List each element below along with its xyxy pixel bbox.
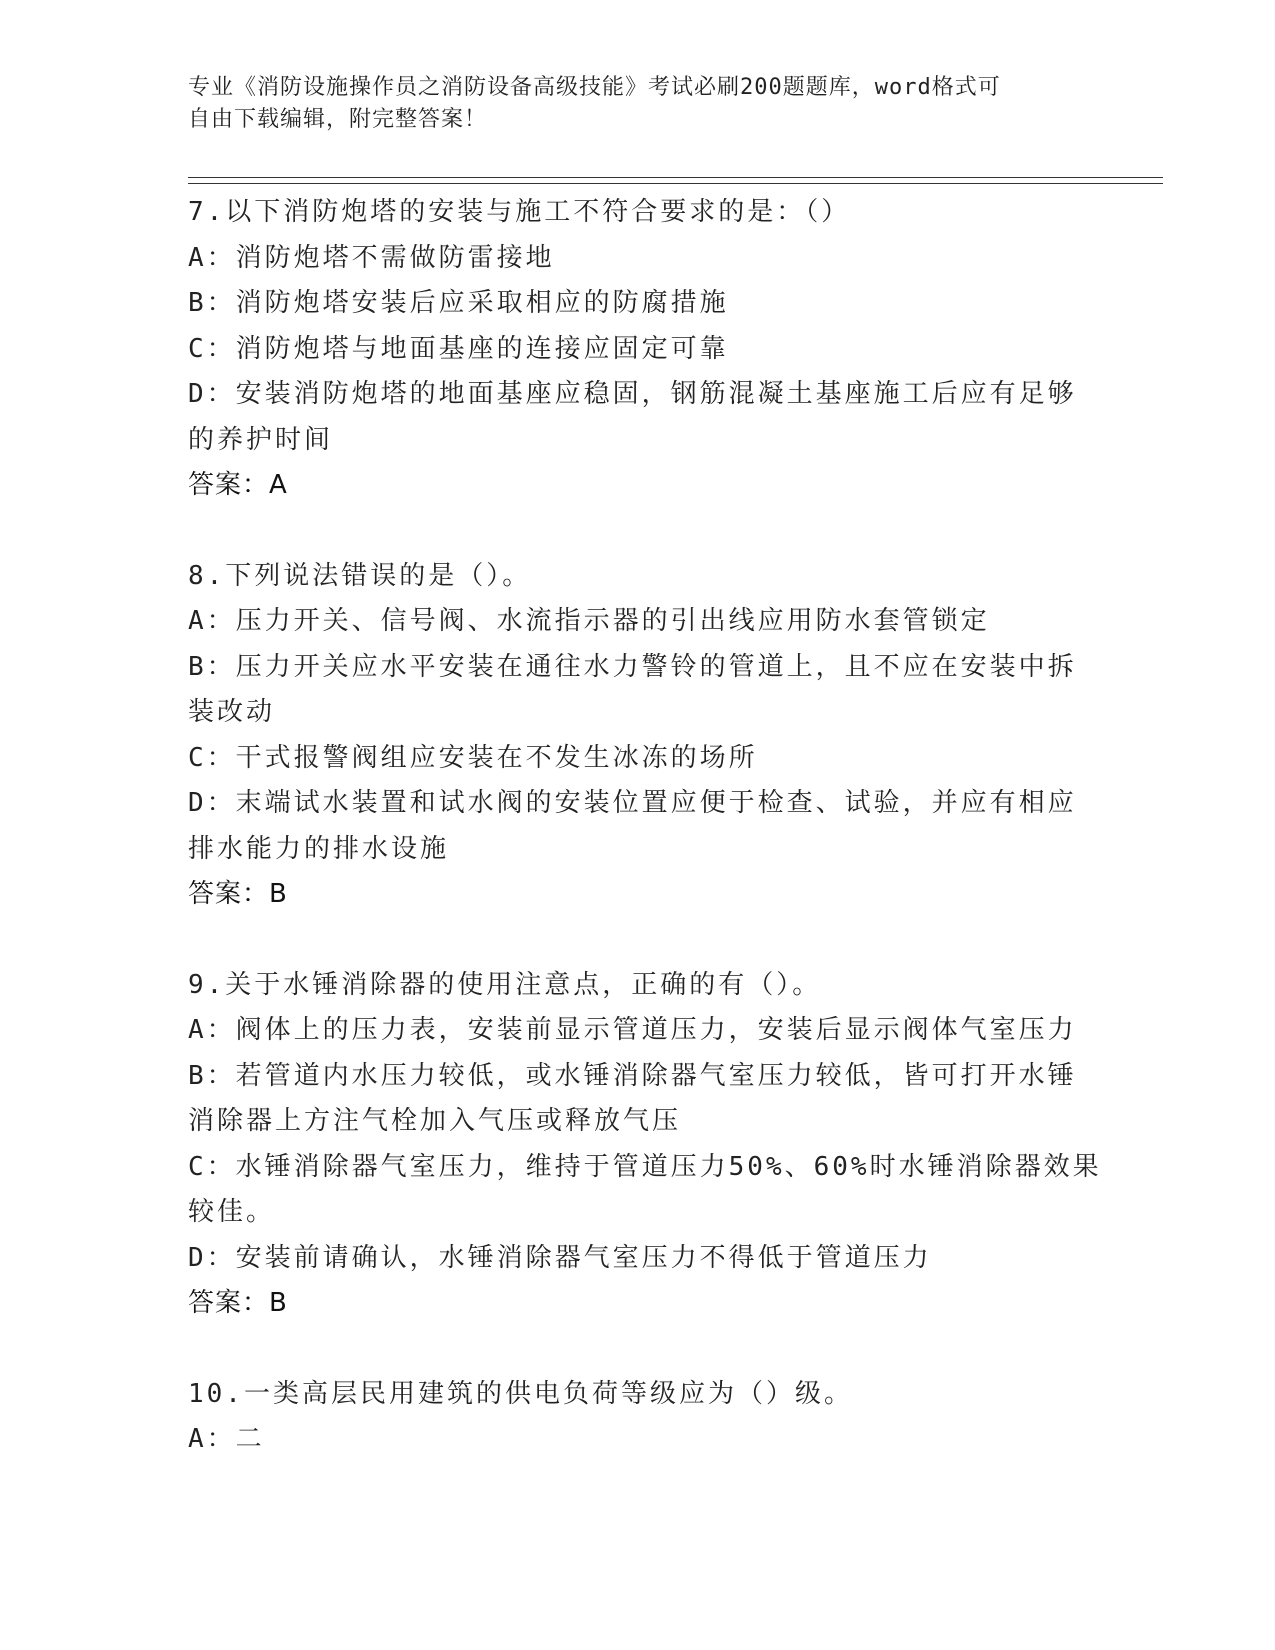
question-8 bbox=[188, 554, 1088, 918]
option-c: C：干式报警阀组应安装在不发生冰冻的场所 bbox=[188, 742, 758, 773]
question-9 bbox=[188, 963, 1102, 1327]
option-a: A：二 bbox=[188, 1424, 265, 1454]
option-d: D：末端试水装置和试水阀的安装位置应便于检查、试验，并应有相应 bbox=[188, 788, 1077, 818]
question-text: 7.以下消防炮塔的安装与施工不符合要求的是：（） bbox=[188, 197, 851, 227]
option-a: A：压力开关、信号阀、水流指示器的引出线应用防水套管锁定 bbox=[188, 606, 990, 636]
option-b-continued: 消除器上方注气栓加入气压或释放气压 bbox=[188, 1106, 682, 1136]
option-b-continued: 装改动 bbox=[188, 697, 276, 727]
question-7 bbox=[188, 190, 1088, 509]
question-10 bbox=[188, 1372, 1088, 1463]
header-divider-top bbox=[188, 177, 1163, 178]
option-b: B：消防炮塔安装后应采取相应的防腐措施 bbox=[188, 288, 729, 318]
option-b: B：压力开关应水平安装在通往水力警铃的管道上，且不应在安装中拆 bbox=[188, 651, 1077, 682]
option-d-continued: 排水能力的排水设施 bbox=[188, 833, 450, 864]
question-spacer bbox=[188, 509, 1088, 554]
question-spacer bbox=[188, 1327, 1088, 1372]
question-text: 9.关于水锤消除器的使用注意点，正确的有（）。 bbox=[188, 969, 822, 1000]
option-d: D：安装前请确认，水锤消除器气室压力不得低于管道压力 bbox=[188, 1242, 932, 1273]
answer-label: 答案：B bbox=[188, 1288, 288, 1318]
document-header bbox=[188, 72, 1088, 136]
option-a: A：阀体上的压力表，安装前显示管道压力，安装后显示阀体气室压力 bbox=[188, 1015, 1077, 1045]
answer-label: 答案：A bbox=[188, 470, 288, 500]
header-divider-bottom bbox=[188, 183, 1163, 184]
option-a: A：消防炮塔不需做防雷接地 bbox=[188, 242, 555, 273]
option-d: D：安装消防炮塔的地面基座应稳固，钢筋混凝土基座施工后应有足够 bbox=[188, 379, 1077, 409]
option-d-continued: 的养护时间 bbox=[188, 424, 334, 455]
question-list bbox=[188, 190, 1102, 1463]
header-line-2: 自由下载编辑，附完整答案！ bbox=[188, 107, 488, 132]
option-c: C：消防炮塔与地面基座的连接应固定可靠 bbox=[188, 333, 729, 364]
header-line-1: 专业《消防设施操作员之消防设备高级技能》考试必刷200题题库，word格式可 bbox=[188, 75, 1001, 100]
question-spacer bbox=[188, 918, 1088, 963]
option-c-continued: 较佳。 bbox=[188, 1197, 276, 1227]
option-c: C：水锤消除器气室压力，维持于管道压力50%、60%时水锤消除器效果 bbox=[188, 1151, 1102, 1182]
question-text: 10.一类高层民用建筑的供电负荷等级应为（）级。 bbox=[188, 1378, 853, 1409]
option-b: B：若管道内水压力较低，或水锤消除器气室压力较低，皆可打开水锤 bbox=[188, 1060, 1077, 1091]
answer-label: 答案：B bbox=[188, 879, 288, 909]
question-text: 8.下列说法错误的是（）。 bbox=[188, 560, 532, 591]
